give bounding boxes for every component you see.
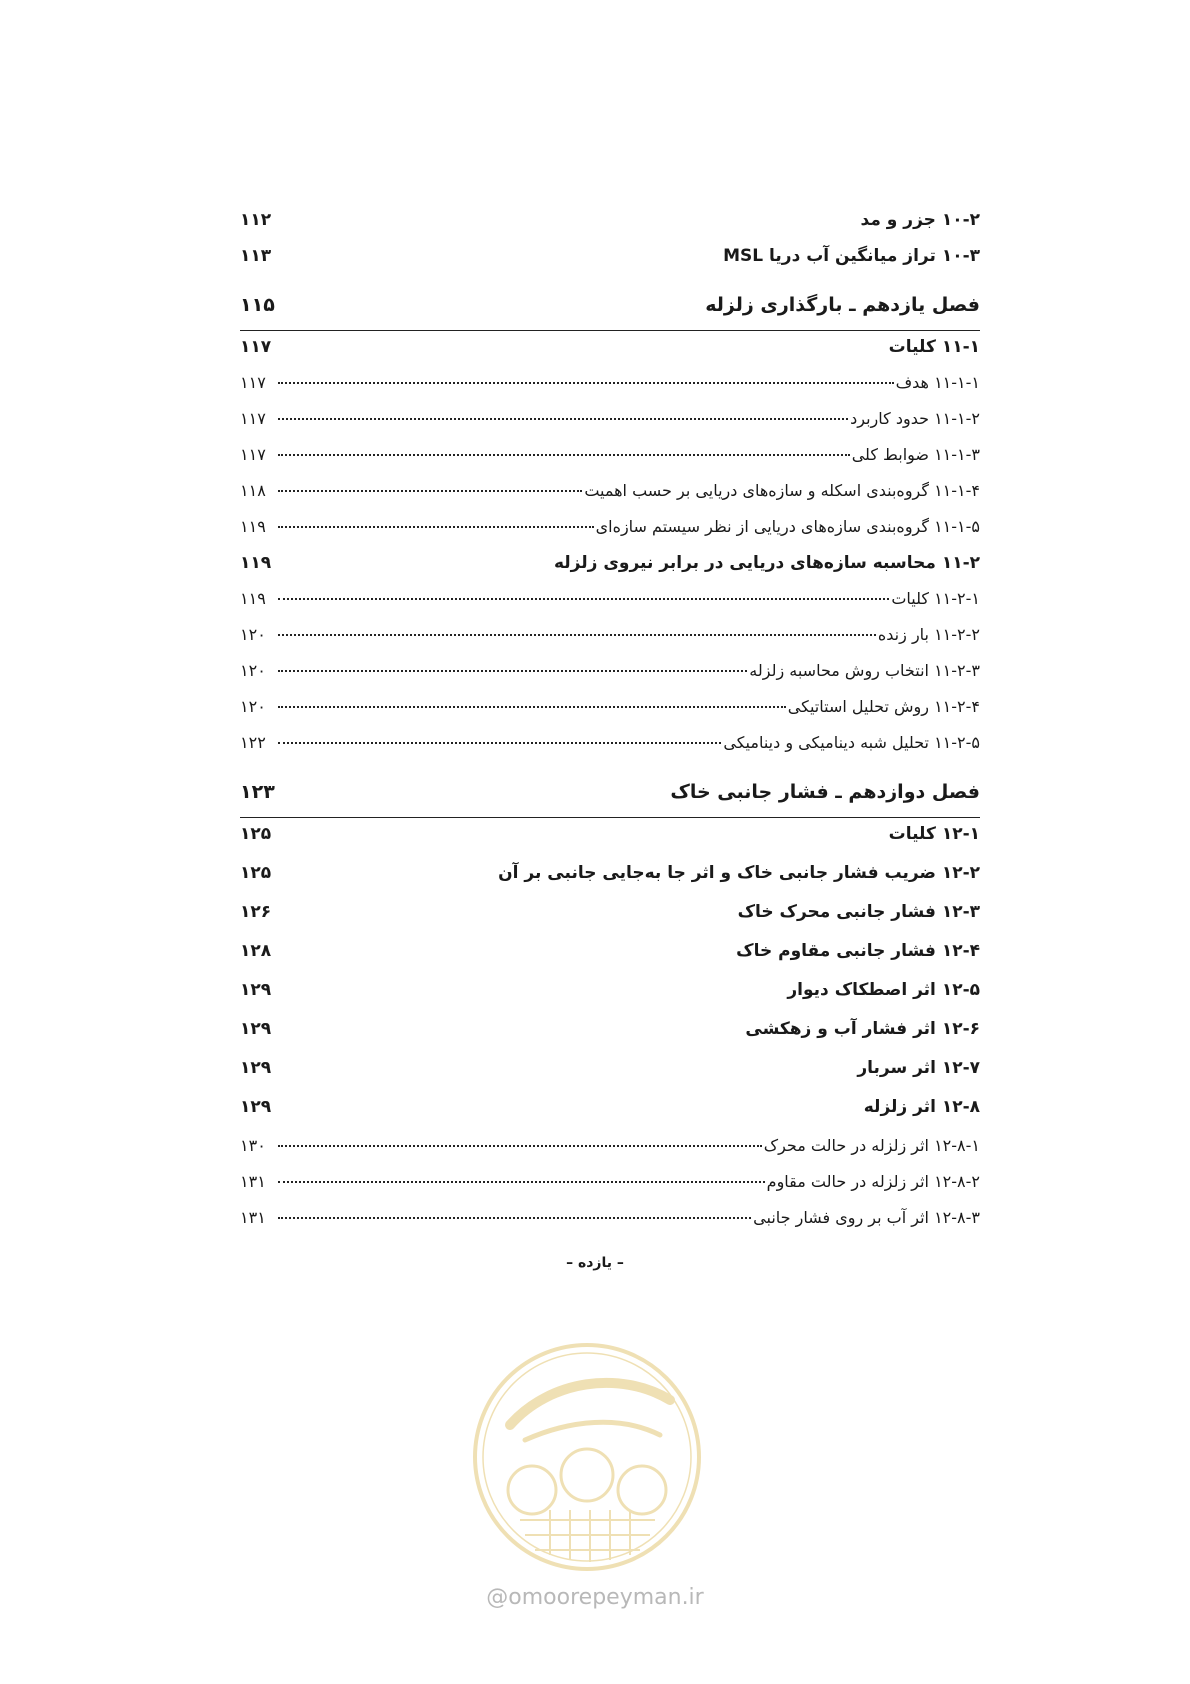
toc-page-number: ۱۱۷: [240, 409, 266, 428]
toc-entry-title: ۱۱-۲-۱ کلیات: [891, 589, 980, 608]
toc-page-number: ۱۲۰: [240, 661, 266, 680]
toc-entry-title: ۱۱-۱-۱ هدف: [895, 373, 980, 392]
toc-subsection-row: [240, 1172, 980, 1208]
toc-section-row: [240, 902, 980, 941]
toc-entry-title: ۱۱-۲-۴ روش تحلیل استاتیکی: [787, 697, 980, 716]
dot-leader: [278, 634, 876, 636]
toc-entry-title: فصل یازدهم ـ بارگذاری زلزله: [705, 294, 980, 316]
toc-entry-title: ۱۲-۸-۱ اثر زلزله در حالت محرک: [763, 1136, 980, 1155]
toc-section-row: [240, 246, 980, 282]
toc-section-row: [240, 1058, 980, 1097]
toc-entry-title: ۱۲-۵ اثر اصطکاک دیوار: [787, 980, 980, 1000]
toc-section-row: [240, 210, 980, 246]
toc-page-number: ۱۱۷: [240, 373, 266, 392]
toc-subsection-row: [240, 373, 980, 409]
toc-subsection-row: [240, 625, 980, 661]
toc-page-number: ۱۲۵: [240, 824, 272, 844]
toc-page-number: ۱۱۹: [240, 589, 266, 608]
publisher-logo-watermark: [470, 1340, 705, 1575]
toc-entry-title: ۱۱-۱-۴ گروه‌بندی اسکله و سازه‌های دریایی بر حسب اهمیت: [584, 481, 980, 500]
toc-entry-title: فصل دوازدهم ـ فشار جانبی خاک: [670, 781, 980, 803]
toc-subsection-row: [240, 445, 980, 481]
toc-entry-title: ۱۰-۲ جزر و مد: [860, 210, 980, 230]
toc-section-row: [240, 980, 980, 1019]
toc-section-row: [240, 941, 980, 980]
toc-page-number: ۱۱۷: [240, 445, 266, 464]
toc-page-number: ۱۲۸: [240, 941, 272, 961]
toc-entry-title: ۱۲-۴ فشار جانبی مقاوم خاک: [736, 941, 980, 961]
dot-leader: [278, 706, 786, 708]
toc-entry-title: ۱۲-۲ ضریب فشار جانبی خاک و اثر جا به‌جایی جانبی بر آن: [498, 863, 980, 883]
page-number-footer: – یازده –: [566, 1255, 624, 1271]
toc-subsection-row: [240, 661, 980, 697]
toc-entry-title: ۱۱-۱ کلیات: [888, 337, 980, 357]
toc-subsection-row: [240, 1208, 980, 1244]
toc-subsection-row: [240, 697, 980, 733]
toc-page-number: ۱۲۳: [240, 781, 275, 803]
toc-page-number: ۱۳۱: [240, 1208, 266, 1227]
dot-leader: [278, 526, 594, 528]
dot-leader: [278, 1181, 765, 1183]
watermark-url: @omoorepeyman.ir: [486, 1585, 704, 1610]
toc-entry-title: ۱۱-۱-۲ حدود کاربرد: [850, 409, 980, 428]
toc-page-number: ۱۱۸: [240, 481, 266, 500]
toc-entry-title: ۱۱-۲-۳ انتخاب روش محاسبه زلزله: [749, 661, 980, 680]
toc-entry-title: ۱۲-۶ اثر فشار آب و زهکشی: [745, 1019, 980, 1039]
toc-section-row: [240, 824, 980, 863]
toc-page-number: ۱۱۵: [240, 294, 275, 316]
toc-subsection-row: [240, 589, 980, 625]
toc-page-number: ۱۳۰: [240, 1136, 266, 1155]
dot-leader: [278, 454, 850, 456]
toc-page-number: ۱۱۷: [240, 337, 272, 357]
toc-section-row: [240, 863, 980, 902]
toc-page-number: ۱۲۶: [240, 902, 272, 922]
toc-entry-title: ۱۱-۱-۳ ضوابط کلی: [851, 445, 980, 464]
toc-page-number: ۱۲۰: [240, 625, 266, 644]
toc-entry-title: ۱۱-۲-۵ تحلیل شبه دینامیکی و دینامیکی: [723, 733, 980, 752]
toc-page-number: ۱۲۲: [240, 733, 266, 752]
toc-page-number: ۱۱۹: [240, 517, 266, 536]
dot-leader: [278, 382, 894, 384]
toc-chapter-row: [240, 781, 980, 818]
toc-section-row: [240, 1019, 980, 1058]
dot-leader: [278, 418, 848, 420]
toc-entry-title: ۱۲-۸-۲ اثر زلزله در حالت مقاوم: [766, 1172, 980, 1191]
toc-entry-title: ۱۱-۱-۵ گروه‌بندی سازه‌های دریایی از نظر سیستم سازه‌ای: [595, 517, 980, 536]
toc-entry-title: ۱۲-۸-۳ اثر آب بر روی فشار جانبی: [753, 1208, 980, 1227]
toc-entry-title: ۱۱-۲ محاسبه سازه‌های دریایی در برابر نیروی زلزله: [553, 553, 980, 573]
dot-leader: [278, 1145, 762, 1147]
dot-leader: [278, 670, 747, 672]
toc-section-row: [240, 1097, 980, 1136]
toc-entry-title: ۱۲-۷ اثر سربار: [857, 1058, 980, 1078]
toc-chapter-row: [240, 294, 980, 331]
toc-section-row: [240, 553, 980, 589]
toc-subsection-row: [240, 733, 980, 769]
toc-entry-title: ۱۱-۲-۲ بار زنده: [877, 625, 980, 644]
toc-page-number: ۱۲۹: [240, 1097, 272, 1117]
toc-subsection-row: [240, 517, 980, 553]
table-of-contents: [240, 210, 980, 1244]
toc-section-row: [240, 337, 980, 373]
dot-leader: [278, 598, 889, 600]
toc-page-number: ۱۱۳: [240, 246, 272, 266]
toc-page-number: ۱۲۰: [240, 697, 266, 716]
dot-leader: [278, 742, 721, 744]
toc-entry-title: ۱۲-۳ فشار جانبی محرک خاک: [737, 902, 980, 922]
dot-leader: [278, 490, 582, 492]
toc-page-number: ۱۳۱: [240, 1172, 266, 1191]
toc-entry-title: ۱۰-۳ تراز میانگین آب دریا MSL: [723, 246, 980, 266]
toc-page-number: ۱۲۹: [240, 1058, 272, 1078]
toc-page-number: ۱۱۹: [240, 553, 272, 573]
toc-subsection-row: [240, 481, 980, 517]
toc-page-number: ۱۲۹: [240, 1019, 272, 1039]
toc-page-number: ۱۲۹: [240, 980, 272, 1000]
toc-entry-title: ۱۲-۱ کلیات: [888, 824, 980, 844]
toc-subsection-row: [240, 409, 980, 445]
toc-entry-title: ۱۲-۸ اثر زلزله: [863, 1097, 980, 1117]
toc-subsection-row: [240, 1136, 980, 1172]
toc-page-number: ۱۱۲: [240, 210, 272, 230]
toc-page-number: ۱۲۵: [240, 863, 272, 883]
dot-leader: [278, 1217, 751, 1219]
